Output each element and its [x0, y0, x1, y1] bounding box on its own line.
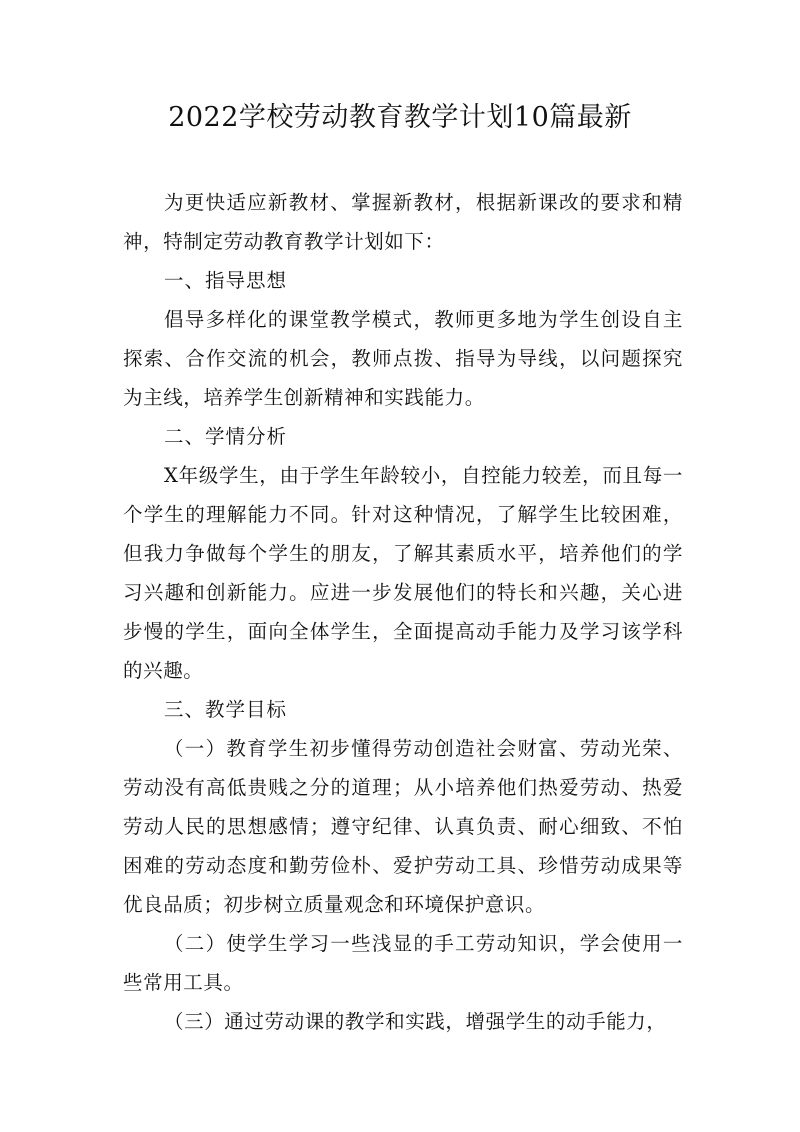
section-heading-teaching-goals: 三、教学目标: [164, 698, 288, 721]
intro-paragraph: 为更快适应新教材、掌握新教材，根据新课改的要求和精神，特制定劳动教育教学计划如下：: [123, 191, 683, 253]
student-analysis-paragraph: X年级学生，由于学生年龄较小，自控能力较差，而且每一个学生的理解能力不同。针对这种情况，了解学生比较困难，但我力争做每个学生的朋友，了解其素质水平，培养他们的学习兴趣和创新能力。应进一步发展他们的特长和兴趣，关心进步慢的学生，面向全体学生，全面提高动手能力及学习该学科的兴趣。: [123, 464, 683, 682]
document-title: 2022学校劳动教育教学计划10篇最新: [168, 102, 632, 133]
teaching-goal-item-1: （一）教育学生初步懂得劳动创造社会财富、劳动光荣、劳动没有高低贵贱之分的道理；从小培养他们热爱劳动、热爱劳动人民的思想感情；遵守纪律、认真负责、耐心细致、不怕困难的劳动态度和勤劳俭朴、爱护劳动工具、珍惜劳动成果等优良品质；初步树立质量观念和环境保护意识。: [123, 737, 683, 916]
document-body: [123, 183, 683, 1041]
section-heading-guiding-ideology: 一、指导思想: [164, 269, 288, 292]
teaching-goal-item-2: （二）使学生学习一些浅显的手工劳动知识，学会使用一些常用工具。: [123, 932, 683, 994]
teaching-goal-item-3: （三）通过劳动课的教学和实践，增强学生的动手能力，: [164, 1010, 667, 1033]
guiding-ideology-paragraph: 倡导多样化的课堂教学模式，教师更多地为学生创设自主探索、合作交流的机会，教师点拨、指导为导线，以问题探究为主线，培养学生创新精神和实践能力。: [123, 308, 683, 409]
section-heading-student-analysis: 二、学情分析: [164, 425, 288, 448]
